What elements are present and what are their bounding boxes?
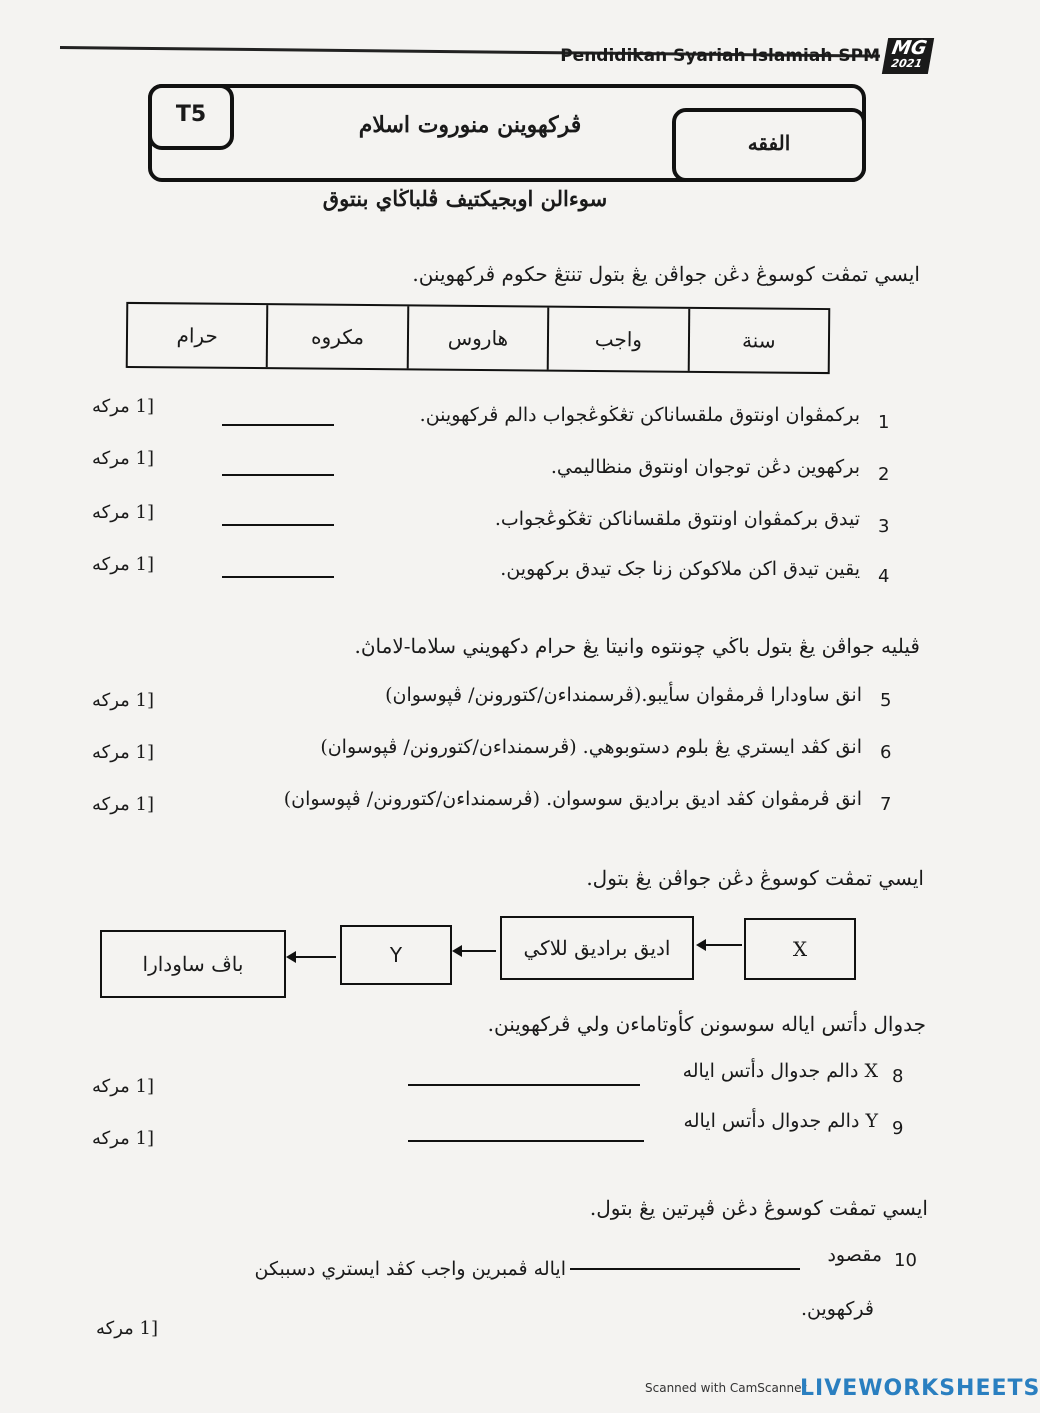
- question-number: 1: [878, 412, 890, 433]
- question-text: Y دالم جدوال دأتس اياله: [683, 1110, 878, 1132]
- mark-label: [1 مركه: [96, 1318, 158, 1339]
- question-text-end: ڤركهوين.: [801, 1298, 874, 1320]
- flow-box-y: Y: [340, 925, 452, 985]
- instruction-2: ڤيليه جواڤن يڠ بتول باڬي چونتوه وانيتا يڠ حرام دكهويني سلاما-لاماڽ.: [354, 634, 920, 658]
- question-text[interactable]: انق ساودارا ڤرمڤوان سأيبو.(ڤرسمنداءن/كتورونن/ ڤپوسوان): [385, 684, 862, 706]
- question-text[interactable]: انق كڤد ايستري يڠ بلوم دستوبوهي. (ڤرسمنداءن/كتورونن/ ڤپوسوان): [320, 736, 862, 758]
- question-number: 5: [880, 690, 892, 711]
- flow-arrow: [288, 956, 336, 958]
- section-subtitle: سوءالن اوبجيكتيف ڤلباڬاي بنتوق: [322, 186, 608, 211]
- scanner-credit: Scanned with CamScanner: [645, 1381, 807, 1395]
- question-text: اياله ڤمبرين واجب كڤد ايستري دسببكن: [254, 1258, 566, 1280]
- question-number: 10: [894, 1250, 917, 1271]
- question-text: بركمڤوان اونتوق ملقساناكن تڠڬوڠجواب دالم ڤركهوينن.: [419, 404, 860, 426]
- question-text[interactable]: انق ڤرمڤوان كڤد اديق براديق سوسوان. (ڤرسمنداءن/كتورونن/ ڤپوسوان): [283, 788, 862, 810]
- answer-blank[interactable]: [570, 1268, 800, 1270]
- liveworksheets-logo[interactable]: LIVEWORKSHEETS: [800, 1376, 1040, 1401]
- instruction-4: ايسي تمڤت كوسوڠ دڠن ڤڽرتين يڠ بتول.: [589, 1196, 928, 1220]
- book-title: Pendidikan Syariah Islamiah SPM: [560, 46, 880, 66]
- mark-label: [1 مركه: [92, 794, 154, 815]
- flow-box-uncle: باڤ ساودارا: [100, 930, 286, 998]
- answer-blank[interactable]: [222, 474, 334, 476]
- flow-box-x: X: [744, 918, 856, 980]
- question-text: يقين تيدق اكن ملاكوكن زنا جک تيدق بركهوين.: [500, 558, 860, 580]
- instruction-1: ايسي تمڤت كوسوڠ دڠن جواڤن يڠ بتول تنتڠ حكوم ڤركهوينن.: [412, 262, 920, 286]
- instruction-3: ايسي تمڤت كوسوڠ دڠن جواڤن يڠ بتول.: [586, 866, 924, 890]
- option-cell: واجب: [547, 308, 688, 371]
- mg-badge: [882, 38, 934, 74]
- answer-blank[interactable]: [408, 1084, 640, 1086]
- flow-box-sibling: اديق براديق للاكي: [500, 916, 694, 980]
- form-label: T5: [148, 84, 234, 150]
- question-number: 3: [878, 516, 890, 537]
- question-number: 8: [892, 1066, 904, 1087]
- answer-blank[interactable]: [408, 1140, 644, 1142]
- question-number: 4: [878, 566, 890, 587]
- question-number: 6: [880, 742, 892, 763]
- mark-label: [1 مركه: [92, 502, 154, 523]
- topic-title: ڤركهوينن منوروت اسلام: [358, 112, 582, 138]
- answer-blank[interactable]: [222, 524, 334, 526]
- subject-label: الفقه: [672, 108, 866, 182]
- flow-arrow: [698, 944, 742, 946]
- answer-blank[interactable]: [222, 576, 334, 578]
- badge-mg: MG: [890, 37, 929, 59]
- options-table: [126, 302, 831, 374]
- question-number: 2: [878, 464, 890, 485]
- question-text: X دالم جدوال دأتس اياله: [682, 1060, 878, 1082]
- mark-label: [1 مركه: [92, 448, 154, 469]
- mark-label: [1 مركه: [92, 1076, 154, 1097]
- mark-label: [1 مركه: [92, 396, 154, 417]
- mark-label: [1 مركه: [92, 742, 154, 763]
- answer-blank[interactable]: [222, 424, 334, 426]
- option-cell: حرام: [176, 323, 218, 348]
- question-text: بركهوين دڠن توجوان اونتوق منظاليمي.: [550, 456, 860, 478]
- mark-label: [1 مركه: [92, 1128, 154, 1149]
- badge-year: 2021: [890, 57, 924, 70]
- flow-arrow: [454, 950, 496, 952]
- option-cell: مكروه: [266, 305, 407, 368]
- question-number: 9: [892, 1118, 904, 1139]
- question-number: 7: [880, 794, 892, 815]
- option-cell: سنة: [687, 309, 828, 372]
- question-lead: مقصود: [827, 1244, 882, 1266]
- question-text: تيدق بركمڤوان اونتوق ملقساناكن تڠڬوڠجواب.: [494, 508, 860, 530]
- table-note: جدوال دأتس اياله سوسونن كأوتاماءن ولي ڤركهوينن.: [487, 1012, 926, 1036]
- mark-label: [1 مركه: [92, 690, 154, 711]
- option-cell: هاروس: [407, 306, 548, 369]
- mark-label: [1 مركه: [92, 554, 154, 575]
